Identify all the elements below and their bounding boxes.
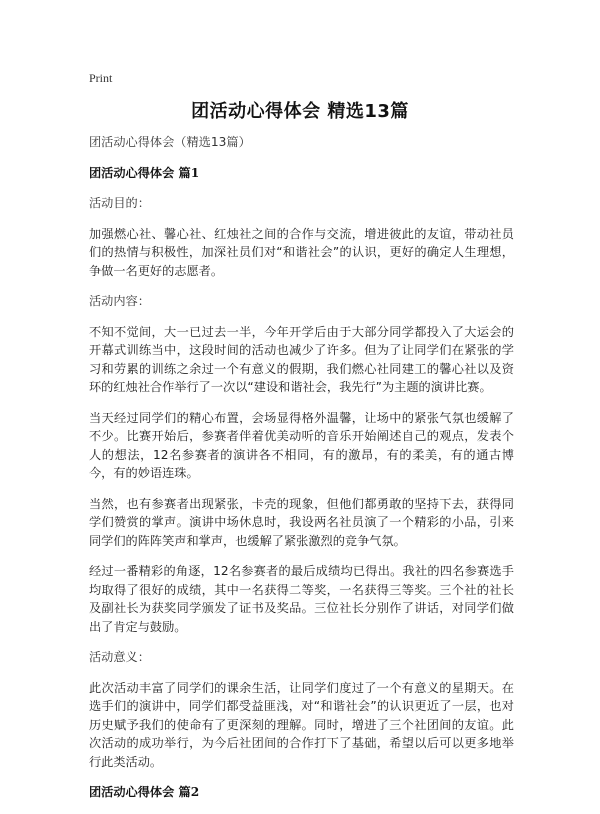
purpose-label: 活动目的： <box>89 196 150 210</box>
significance-label: 活动意义： <box>89 650 150 664</box>
section-heading-2: 团活动心得体会 篇2 <box>89 785 200 799</box>
content-paragraph-2: 当天经过同学们的精心布置，会场显得格外温馨，让场中的紧张气氛也缓解了不少。比赛开始后，参赛者伴着优美动听的音乐开始阐述自己的观点，发表个人的想法，12名参赛者的演讲各不相同，有的激昂，有的柔美，有的通古博今，有的妙语连珠。 <box>89 410 514 480</box>
content-paragraph-3: 当然，也有参赛者出现紧张，卡壳的现象，但他们都勇敢的坚持下去，获得同学们赞赏的掌声。演讲中场休息时，我设两名社员演了一个精彩的小品，引来同学们的阵阵笑声和掌声，也缓解了紧张激烈的竞争气氛。 <box>89 496 514 548</box>
content-label: 活动内容： <box>89 294 150 308</box>
document-content <box>89 133 514 814</box>
purpose-paragraph: 加强燃心社、馨心社、红烛社之间的合作与交流，增进彼此的友谊，带动社员们的热情与积极性，加深社员们对“和谐社会”的认识，更好的确定人生理想，争做一名更好的志愿者。 <box>89 226 514 278</box>
print-link[interactable]: Print <box>89 71 113 85</box>
page-title: 团活动心得体会 精选13篇 <box>191 101 409 122</box>
content-paragraph-1: 不知不觉间，大一已过去一半，今年开学后由于大部分同学都投入了大运会的开幕式训练当中，这段时间的活动也减少了许多。但为了让同学们在紧张的学习和劳累的训练之余过一个有意义的假期，我们燃心社同建工的馨心社以及资环的红烛社合作举行了一次以“建设和谐社会，我先行”为主题的演讲比赛。 <box>89 324 514 394</box>
significance-paragraph: 此次活动丰富了同学们的课余生活，让同学们度过了一个有意义的星期天。在选手们的演讲中，同学们都受益匪浅，对“和谐社会”的认识更近了一层，也对历史赋予我们的使命有了更深刻的理解。同时，增进了三个社团间的友谊。此次活动的成功举行，为今后社团间的合作打下了基础，希望以后可以更多地举行此类活动。 <box>89 680 514 769</box>
document-subtitle: 团活动心得体会（精选13篇） <box>89 135 251 149</box>
section-heading-1: 团活动心得体会 篇1 <box>89 165 200 180</box>
content-paragraph-4: 经过一番精彩的角逐，12名参赛者的最后成绩均已得出。我社的四名参赛选手均取得了很好的成绩，其中一名获得二等奖，一名获得三等奖。三个社的社长及副社长为获奖同学颁发了证书及奖品。三位社长分别作了讲话，对同学们做出了肯定与鼓励。 <box>89 564 514 634</box>
